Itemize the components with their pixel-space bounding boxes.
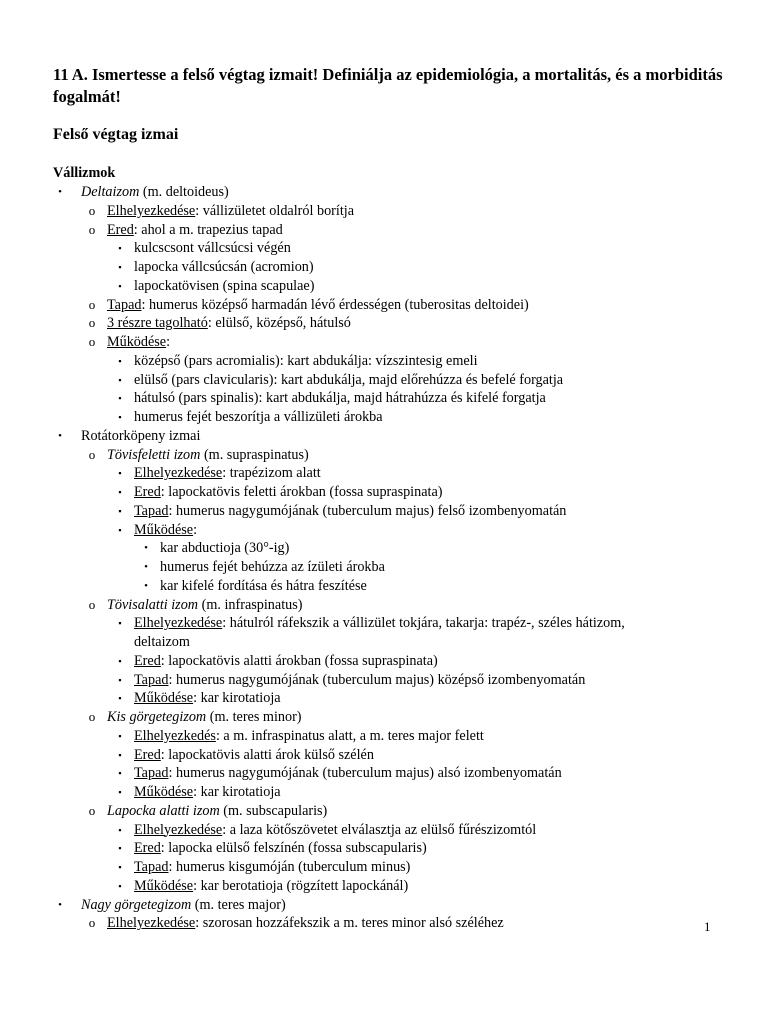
field-value: : lapockatövis alatti árok külső szélén [160, 746, 374, 763]
bullet-marker: ▪ [118, 730, 122, 741]
bullet-marker: • [144, 561, 148, 573]
field-value: : humerus nagygumójának (tuberculum majus) felső izombenyomatán [168, 502, 567, 519]
bullet-marker: ▪ [118, 862, 122, 872]
list-item-text [107, 596, 302, 614]
field-value: : humerus középső harmadán lévő érdességen (tuberositas deltoidei) [141, 296, 529, 313]
document-title: 11 A. Ismertesse a felső végtag izmait! Definiálja az epidemiológia, a mortalitás, és a morbiditás fogalmát! [53, 65, 723, 106]
list-item-text [107, 914, 504, 932]
list-item-text [81, 427, 200, 445]
field-value: kar kifelé fordítása és hátra feszítése [160, 577, 367, 594]
bullet-marker: o [88, 296, 96, 312]
list-item-text [134, 464, 321, 482]
field-label: Működése [134, 877, 194, 894]
field-label: Elhelyezkedése [134, 465, 223, 482]
field-value: humerus fejét beszorítja a vállizületi árokba [134, 409, 383, 425]
field-value: : kar kirotatioja [193, 784, 281, 800]
list-item-text [134, 652, 438, 670]
field-value: : [166, 334, 171, 350]
list-item-text [107, 221, 283, 239]
bullet-marker: • [144, 542, 148, 555]
field-value: lapocka vállcsúcsán (acromion) [134, 259, 314, 275]
field-label: Tapad [134, 671, 169, 688]
field-value: elülső (pars clavicularis): kart abdukálja, majd előrehúzza és befelé forgatja [134, 371, 564, 388]
bullet-marker: ▪ [118, 355, 122, 366]
list-item-text [134, 408, 383, 426]
list-item-text [134, 858, 410, 876]
field-value: (m. infraspinatus) [198, 596, 303, 613]
section-title: Felső végtag izmai [53, 126, 179, 143]
field-value: Rotátorköpeny izmai [81, 427, 201, 444]
bullet-marker: o [88, 709, 96, 724]
bullet-marker: o [88, 202, 96, 218]
field-value: : ahol a m. trapezius tapad [133, 221, 283, 238]
list-item-text [134, 371, 563, 389]
bullet-marker: o [88, 221, 96, 237]
list-item-text [134, 689, 281, 707]
list-item-text [160, 558, 385, 576]
field-value: : [193, 521, 198, 538]
list-item-text [134, 877, 408, 895]
field-value: lapockatövisen (spina scapulae) [134, 277, 315, 294]
bullet-marker: ▪ [118, 505, 122, 516]
bullet-marker: ▪ [118, 468, 122, 479]
field-value: (m. teres minor) [206, 709, 302, 725]
field-label: Ered [134, 840, 161, 857]
field-label: Ered [134, 484, 161, 500]
bullet-marker: o [88, 446, 96, 462]
list-item-text [134, 277, 314, 295]
bullet-marker: ▪ [118, 374, 122, 385]
field-label: Elhelyezkedése [134, 821, 223, 838]
field-label: 3 részre tagolható [107, 315, 208, 332]
bullet-marker: • [58, 429, 62, 442]
field-value: : szorosan hozzáfekszik a m. teres minor alsó széléhez [195, 915, 504, 932]
subsection-title: Vállizmok [53, 165, 116, 181]
field-value: humerus fejét behúzza az ízületi árokba [160, 559, 385, 575]
field-label: Elhelyezkedése [134, 615, 223, 632]
list-item-text [134, 483, 442, 501]
field-label: Ered [107, 221, 134, 238]
field-label: Elhelyezkedése [107, 202, 196, 219]
list-item-text [134, 258, 314, 276]
field-value: : kar berotatioja (rögzített lapockánál) [193, 877, 409, 894]
bullet-marker: ▪ [118, 618, 122, 629]
field-label: Működése [134, 521, 194, 538]
bullet-marker: ▪ [118, 524, 122, 535]
bullet-marker: ▪ [118, 280, 122, 291]
field-value: (m. supraspinatus) [200, 446, 309, 463]
bullet-marker: o [88, 596, 96, 612]
list-item-text [134, 727, 484, 745]
list-item-text [134, 502, 566, 520]
list-item-text [107, 446, 309, 464]
list-item-text [107, 802, 327, 820]
field-value: : humerus nagygumójának (tuberculum majus) középső izombenyomatán [168, 671, 586, 688]
bullet-marker: o [88, 315, 96, 331]
field-value: kar abductioja (30°-ig) [160, 540, 290, 557]
field-value: : hátulról ráfekszik a vállizület tokjára, takarja: trapéz-, széles hátizom, [222, 615, 625, 632]
field-value: : a laza kötőszövetet elválasztja az elülső fűrészizomtól [222, 821, 537, 838]
bullet-marker: • [58, 898, 62, 911]
field-label: Ered [134, 652, 161, 669]
field-value: : humerus kisgumóján (tuberculum minus) [168, 859, 411, 875]
bullet-marker: ▪ [118, 787, 122, 797]
field-label: Működése [134, 690, 194, 707]
field-value: : kar kirotatioja [193, 690, 281, 707]
bullet-marker: o [88, 915, 96, 931]
bullet-marker: ▪ [118, 674, 122, 685]
field-label: Elhelyezkedése [107, 915, 196, 932]
muscle-name: Nagy görgetegizom [81, 896, 192, 913]
field-value: deltaizom [134, 634, 190, 650]
field-value: : elülső, középső, hátulsó [207, 315, 351, 332]
bullet-marker: ▪ [118, 768, 122, 779]
muscle-name: Tövisalatti izom [107, 596, 199, 613]
field-label: Tapad [134, 502, 169, 519]
field-label: Működése [107, 334, 167, 350]
field-value: hátulsó (pars spinalis): kart abdukálja, majd hátrahúzza és kifelé forgatja [134, 390, 546, 407]
list-item-text [134, 352, 478, 370]
bullet-marker: ▪ [118, 243, 122, 254]
muscle-name: Tövisfeletti izom [107, 446, 201, 463]
field-label: Tapad [134, 765, 169, 782]
bullet-marker: ▪ [118, 412, 122, 422]
bullet-marker: ▪ [118, 262, 122, 272]
page-number: 1 [704, 919, 711, 934]
bullet-marker: o [88, 334, 96, 349]
list-item-text [134, 521, 197, 539]
field-label: Ered [134, 746, 161, 763]
muscle-name: Kis görgetegizom [107, 709, 207, 725]
field-value: (m. deltoideus) [139, 184, 229, 200]
field-value: : vállizületet oldalról borítja [195, 202, 355, 219]
field-value: : lapockatövis feletti árokban (fossa supraspinata) [160, 484, 443, 500]
bullet-marker: ▪ [118, 393, 122, 404]
list-item-text [134, 389, 546, 407]
list-item-text [107, 296, 529, 314]
list-item-text [107, 314, 351, 332]
list-item-text [134, 764, 562, 782]
bullet-marker: • [58, 186, 62, 198]
field-label: Tapad [134, 859, 169, 875]
bullet-marker: ▪ [118, 880, 122, 891]
field-value: (m. subscapularis) [219, 802, 328, 819]
list-item-text [160, 539, 289, 557]
muscle-name: Deltaizom [81, 184, 140, 200]
field-value: (m. teres major) [191, 896, 286, 913]
list-item-text [134, 614, 625, 632]
list-item-text [134, 839, 427, 857]
list-item-text [134, 746, 374, 764]
list-item-text [134, 633, 190, 651]
list-item-text [107, 333, 170, 351]
bullet-marker: ▪ [118, 693, 122, 704]
list-item-text [134, 783, 281, 801]
bullet-marker: • [144, 579, 148, 592]
bullet-marker: ▪ [118, 487, 122, 497]
list-item-text [134, 821, 536, 839]
field-value: : lapocka elülső felszínén (fossa subscapularis) [160, 840, 427, 857]
list-item-text [134, 239, 291, 257]
bullet-marker: ▪ [118, 655, 122, 666]
field-label: Elhelyezkedés [134, 727, 216, 744]
field-value: : lapockatövis alatti árokban (fossa supraspinata) [160, 652, 438, 669]
list-item-text [81, 896, 286, 914]
list-item-text [160, 577, 367, 595]
list-item-text [107, 708, 302, 726]
muscle-name: Lapocka alatti izom [107, 802, 220, 819]
bullet-marker: ▪ [118, 749, 122, 760]
field-label: Tapad [107, 296, 142, 313]
bullet-marker: ▪ [118, 824, 122, 835]
bullet-marker: ▪ [118, 843, 122, 854]
list-item-text [134, 671, 585, 689]
field-value: : trapézizom alatt [222, 465, 321, 482]
field-label: Működése [134, 784, 194, 800]
field-value: középső (pars acromialis): kart abdukálja: vízszintesig emeli [134, 352, 478, 369]
field-value: : a m. infraspinatus alatt, a m. teres major felett [215, 727, 484, 744]
list-item-text [81, 183, 229, 201]
field-value: : humerus nagygumójának (tuberculum majus) alsó izombenyomatán [168, 765, 562, 782]
list-item-text [107, 202, 354, 220]
field-value: kulcscsont vállcsúcsi végén [134, 240, 291, 257]
bullet-marker: o [88, 802, 96, 818]
